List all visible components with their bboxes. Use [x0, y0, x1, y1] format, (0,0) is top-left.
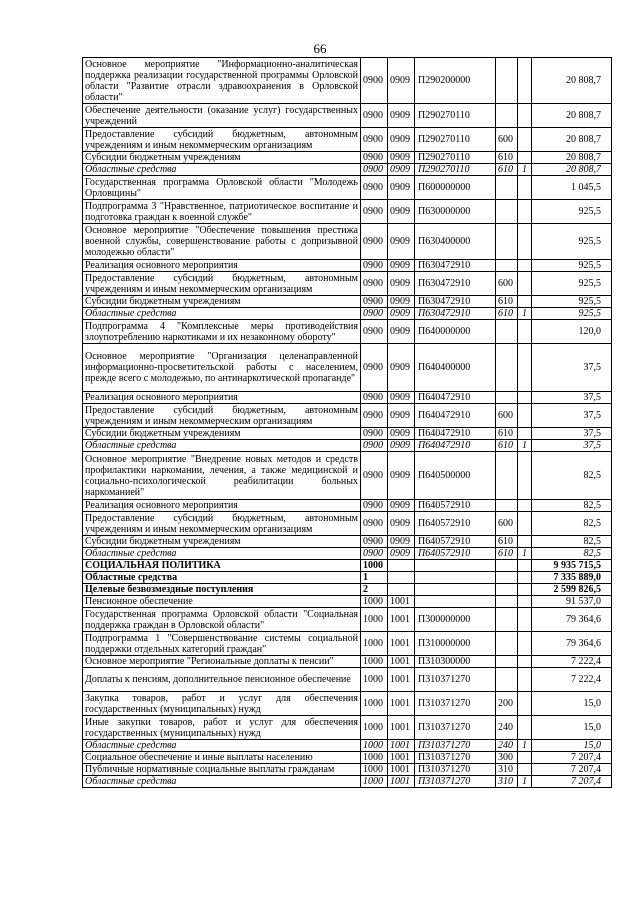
funding-source-code — [518, 152, 532, 164]
amount: 1 045,5 — [532, 176, 612, 200]
target-article-code — [415, 596, 496, 608]
target-article-code: П630472910 — [415, 296, 496, 308]
funding-source-code: 1 — [518, 440, 532, 452]
section-code: 1 — [361, 572, 388, 584]
row-name: Субсидии бюджетным учреждениям — [83, 428, 361, 440]
expense-type-code — [496, 656, 518, 668]
subsection-code: 1001 — [388, 764, 415, 776]
row-name: Субсидии бюджетным учреждениям — [83, 536, 361, 548]
row-name: Социальное обеспечение и иные выплаты населению — [83, 752, 361, 764]
amount: 9 935 715,5 — [532, 560, 612, 572]
table-row — [83, 58, 612, 104]
funding-source-code — [518, 752, 532, 764]
expense-type-code: 610 — [496, 548, 518, 560]
section-code: 1000 — [361, 656, 388, 668]
amount: 2 599 826,5 — [532, 584, 612, 596]
funding-source-code — [518, 500, 532, 512]
target-article-code: П640472910 — [415, 392, 496, 404]
subsection-code: 1001 — [388, 608, 415, 632]
funding-source-code: 1 — [518, 776, 532, 788]
subsection-code: 0909 — [388, 392, 415, 404]
section-code: 0900 — [361, 224, 388, 260]
target-article-code: П310371270 — [415, 692, 496, 716]
subsection-code: 1001 — [388, 776, 415, 788]
section-code: 0900 — [361, 128, 388, 152]
funding-source-code — [518, 512, 532, 536]
amount: 79 364,6 — [532, 632, 612, 656]
section-code: 1000 — [361, 752, 388, 764]
expense-type-code — [496, 200, 518, 224]
table-row — [83, 104, 612, 128]
table-row — [83, 404, 612, 428]
row-name: Подпрограмма 1 "Совершенствование системы социальной поддержки отдельных категорий граждан" — [83, 632, 361, 656]
amount: 15,0 — [532, 716, 612, 740]
row-name: Целевые безвозмездные поступления — [83, 584, 361, 596]
amount: 82,5 — [532, 512, 612, 536]
target-article-code: П640400000 — [415, 344, 496, 392]
target-article-code: П640472910 — [415, 428, 496, 440]
section-code: 0900 — [361, 452, 388, 500]
row-name: Государственная программа Орловской области "Социальная поддержка граждан в Орловской области" — [83, 608, 361, 632]
amount: 15,0 — [532, 740, 612, 752]
row-name: Субсидии бюджетным учреждениям — [83, 296, 361, 308]
subsection-code: 0909 — [388, 272, 415, 296]
expense-type-code — [496, 500, 518, 512]
table-row — [83, 692, 612, 716]
subsection-code: 0909 — [388, 152, 415, 164]
amount: 7 207,4 — [532, 752, 612, 764]
expense-type-code — [496, 608, 518, 632]
target-article-code — [415, 584, 496, 596]
subsection-code: 1001 — [388, 692, 415, 716]
amount: 82,5 — [532, 536, 612, 548]
row-name: Иные закупки товаров, работ и услуг для обеспечения государственных (муниципальных) нужд — [83, 716, 361, 740]
target-article-code — [415, 572, 496, 584]
table-row — [83, 296, 612, 308]
row-name: Основное мероприятие "Региональные доплаты к пенсии" — [83, 656, 361, 668]
target-article-code: П300000000 — [415, 608, 496, 632]
section-code: 1000 — [361, 596, 388, 608]
section-code: 0900 — [361, 344, 388, 392]
table-body — [83, 58, 612, 788]
funding-source-code: 1 — [518, 308, 532, 320]
funding-source-code — [518, 668, 532, 692]
funding-source-code — [518, 656, 532, 668]
section-code: 0900 — [361, 152, 388, 164]
amount: 925,5 — [532, 200, 612, 224]
table-row — [83, 224, 612, 260]
expense-type-code: 610 — [496, 536, 518, 548]
expense-type-code: 600 — [496, 128, 518, 152]
funding-source-code — [518, 272, 532, 296]
amount: 20 808,7 — [532, 164, 612, 176]
amount: 925,5 — [532, 296, 612, 308]
amount: 925,5 — [532, 308, 612, 320]
amount: 925,5 — [532, 224, 612, 260]
table-row — [83, 344, 612, 392]
funding-source-code — [518, 58, 532, 104]
amount: 925,5 — [532, 260, 612, 272]
table-row — [83, 320, 612, 344]
target-article-code: П310371270 — [415, 740, 496, 752]
row-name: Предоставление субсидий бюджетным, автономным учреждениям и иным некоммерческим организациям — [83, 512, 361, 536]
table-row — [83, 128, 612, 152]
section-code: 0900 — [361, 164, 388, 176]
row-name: Обеспечение деятельности (оказание услуг) государственных учреждений — [83, 104, 361, 128]
row-name: Областные средства — [83, 164, 361, 176]
subsection-code: 0909 — [388, 200, 415, 224]
table-row — [83, 740, 612, 752]
amount: 20 808,7 — [532, 104, 612, 128]
subsection-code: 0909 — [388, 548, 415, 560]
funding-source-code — [518, 344, 532, 392]
funding-source-code — [518, 392, 532, 404]
subsection-code: 0909 — [388, 164, 415, 176]
amount: 7 222,4 — [532, 656, 612, 668]
row-name: Областные средства — [83, 776, 361, 788]
target-article-code: П310371270 — [415, 764, 496, 776]
row-name: Основное мероприятие "Обеспечение повышения престижа военной службы, совершенствование работы с допризывной молодежью области" — [83, 224, 361, 260]
subsection-code: 1001 — [388, 716, 415, 740]
table-row — [83, 632, 612, 656]
amount: 37,5 — [532, 440, 612, 452]
expense-type-code — [496, 584, 518, 596]
table-row — [83, 392, 612, 404]
funding-source-code — [518, 692, 532, 716]
amount: 37,5 — [532, 392, 612, 404]
expense-type-code: 610 — [496, 308, 518, 320]
expense-type-code — [496, 452, 518, 500]
expense-type-code — [496, 392, 518, 404]
section-code: 0900 — [361, 58, 388, 104]
expense-type-code: 600 — [496, 404, 518, 428]
target-article-code: П630472910 — [415, 308, 496, 320]
expense-type-code: 610 — [496, 164, 518, 176]
row-name: Публичные нормативные социальные выплаты гражданам — [83, 764, 361, 776]
subsection-code — [388, 560, 415, 572]
expense-type-code — [496, 176, 518, 200]
expense-type-code — [496, 320, 518, 344]
target-article-code: П600000000 — [415, 176, 496, 200]
funding-source-code — [518, 296, 532, 308]
subsection-code: 0909 — [388, 260, 415, 272]
expense-type-code — [496, 596, 518, 608]
amount: 20 808,7 — [532, 58, 612, 104]
target-article-code: П640000000 — [415, 320, 496, 344]
table-row — [83, 608, 612, 632]
expense-type-code: 610 — [496, 428, 518, 440]
amount: 7 222,4 — [532, 668, 612, 692]
expense-type-code: 300 — [496, 752, 518, 764]
row-name: Областные средства — [83, 548, 361, 560]
table-row — [83, 512, 612, 536]
target-article-code: П640572910 — [415, 536, 496, 548]
target-article-code: П640500000 — [415, 452, 496, 500]
table-row — [83, 716, 612, 740]
section-code: 1000 — [361, 560, 388, 572]
funding-source-code — [518, 320, 532, 344]
subsection-code: 0909 — [388, 58, 415, 104]
amount: 37,5 — [532, 404, 612, 428]
expense-type-code — [496, 58, 518, 104]
table-row — [83, 596, 612, 608]
subsection-code: 0909 — [388, 128, 415, 152]
amount: 120,0 — [532, 320, 612, 344]
expense-type-code: 240 — [496, 716, 518, 740]
funding-source-code — [518, 104, 532, 128]
subsection-code: 0909 — [388, 296, 415, 308]
funding-source-code — [518, 536, 532, 548]
section-code: 0900 — [361, 512, 388, 536]
section-code: 0900 — [361, 392, 388, 404]
expense-type-code: 310 — [496, 764, 518, 776]
section-code: 2 — [361, 584, 388, 596]
row-name: Областные средства — [83, 308, 361, 320]
expense-type-code — [496, 260, 518, 272]
section-code: 0900 — [361, 200, 388, 224]
expense-type-code — [496, 104, 518, 128]
amount: 82,5 — [532, 452, 612, 500]
table-row — [83, 560, 612, 572]
subsection-code: 0909 — [388, 512, 415, 536]
subsection-code — [388, 584, 415, 596]
row-name: Подпрограмма 3 "Нравственное, патриотическое воспитание и подготовка граждан к военной службе" — [83, 200, 361, 224]
target-article-code: П640472910 — [415, 440, 496, 452]
expense-type-code: 600 — [496, 272, 518, 296]
funding-source-code — [518, 596, 532, 608]
row-name: Областные средства — [83, 740, 361, 752]
target-article-code: П310371270 — [415, 716, 496, 740]
subsection-code — [388, 572, 415, 584]
section-code: 1000 — [361, 764, 388, 776]
section-code: 0900 — [361, 404, 388, 428]
section-code: 0900 — [361, 296, 388, 308]
row-name: Предоставление субсидий бюджетным, автономным учреждениям и иным некоммерческим организациям — [83, 272, 361, 296]
subsection-code: 0909 — [388, 440, 415, 452]
funding-source-code — [518, 404, 532, 428]
amount: 20 808,7 — [532, 152, 612, 164]
row-name: Подпрограмма 4 "Комплексные меры противодействия злоупотреблению наркотиками и их незаконному обороту" — [83, 320, 361, 344]
funding-source-code: 1 — [518, 164, 532, 176]
subsection-code: 0909 — [388, 224, 415, 260]
table-row — [83, 536, 612, 548]
expense-type-code: 610 — [496, 152, 518, 164]
expense-type-code — [496, 344, 518, 392]
budget-table — [82, 57, 612, 788]
subsection-code: 1001 — [388, 596, 415, 608]
target-article-code: П310000000 — [415, 632, 496, 656]
target-article-code: П640572910 — [415, 500, 496, 512]
target-article-code: П290200000 — [415, 58, 496, 104]
target-article-code: П630400000 — [415, 224, 496, 260]
section-code: 0900 — [361, 176, 388, 200]
page-number: 66 — [313, 41, 327, 56]
subsection-code: 0909 — [388, 428, 415, 440]
section-code: 0900 — [361, 308, 388, 320]
target-article-code: П630472910 — [415, 272, 496, 296]
funding-source-code — [518, 452, 532, 500]
row-name: Предоставление субсидий бюджетным, автономным учреждениям и иным некоммерческим организациям — [83, 128, 361, 152]
target-article-code: П310371270 — [415, 752, 496, 764]
section-code: 1000 — [361, 632, 388, 656]
row-name: Реализация основного мероприятия — [83, 260, 361, 272]
row-name: Доплаты к пенсиям, дополнительное пенсионное обеспечение — [83, 668, 361, 692]
section-code: 0900 — [361, 272, 388, 296]
target-article-code: П640572910 — [415, 548, 496, 560]
expense-type-code — [496, 668, 518, 692]
row-name: Пенсионное обеспечение — [83, 596, 361, 608]
target-article-code: П290270110 — [415, 104, 496, 128]
subsection-code: 0909 — [388, 536, 415, 548]
section-code: 0900 — [361, 320, 388, 344]
subsection-code: 0909 — [388, 308, 415, 320]
row-name: Реализация основного мероприятия — [83, 392, 361, 404]
expense-type-code: 610 — [496, 440, 518, 452]
amount: 91 537,0 — [532, 596, 612, 608]
amount: 7 207,4 — [532, 764, 612, 776]
funding-source-code — [518, 560, 532, 572]
target-article-code: П290270110 — [415, 152, 496, 164]
amount: 37,5 — [532, 344, 612, 392]
table-row — [83, 260, 612, 272]
expense-type-code: 240 — [496, 740, 518, 752]
subsection-code: 1001 — [388, 668, 415, 692]
funding-source-code: 1 — [518, 740, 532, 752]
funding-source-code — [518, 572, 532, 584]
section-code: 0900 — [361, 536, 388, 548]
subsection-code: 1001 — [388, 656, 415, 668]
subsection-code: 0909 — [388, 344, 415, 392]
row-name: Основное мероприятие "Внедрение новых методов и средств профилактики наркомании, лечения, а также медицинской и социально-психологической реабилитации больных наркоманией" — [83, 452, 361, 500]
target-article-code: П640472910 — [415, 404, 496, 428]
subsection-code: 0909 — [388, 176, 415, 200]
amount: 20 808,7 — [532, 128, 612, 152]
target-article-code: П310371270 — [415, 776, 496, 788]
table-row — [83, 656, 612, 668]
funding-source-code — [518, 632, 532, 656]
amount: 37,5 — [532, 428, 612, 440]
table-row — [83, 572, 612, 584]
expense-type-code — [496, 224, 518, 260]
table-row — [83, 548, 612, 560]
row-name: Реализация основного мероприятия — [83, 500, 361, 512]
target-article-code: П290270110 — [415, 128, 496, 152]
expense-type-code: 610 — [496, 296, 518, 308]
funding-source-code — [518, 428, 532, 440]
target-article-code — [415, 560, 496, 572]
subsection-code: 0909 — [388, 104, 415, 128]
section-code: 1000 — [361, 692, 388, 716]
amount: 79 364,6 — [532, 608, 612, 632]
row-name: Субсидии бюджетным учреждениям — [83, 152, 361, 164]
amount: 7 207,4 — [532, 776, 612, 788]
subsection-code: 1001 — [388, 752, 415, 764]
funding-source-code — [518, 200, 532, 224]
section-code: 0900 — [361, 260, 388, 272]
section-code: 0900 — [361, 440, 388, 452]
funding-source-code — [518, 224, 532, 260]
funding-source-code — [518, 128, 532, 152]
subsection-code: 0909 — [388, 452, 415, 500]
funding-source-code — [518, 716, 532, 740]
row-name: Закупка товаров, работ и услуг для обеспечения государственных (муниципальных) нужд — [83, 692, 361, 716]
amount: 82,5 — [532, 500, 612, 512]
amount: 82,5 — [532, 548, 612, 560]
row-name: Предоставление субсидий бюджетным, автономным учреждениям и иным некоммерческим организациям — [83, 404, 361, 428]
table-row — [83, 152, 612, 164]
expense-type-code: 600 — [496, 512, 518, 536]
amount: 925,5 — [532, 272, 612, 296]
subsection-code: 1001 — [388, 632, 415, 656]
funding-source-code — [518, 260, 532, 272]
table-row — [83, 668, 612, 692]
section-code: 0900 — [361, 500, 388, 512]
amount: 15,0 — [532, 692, 612, 716]
table-row — [83, 776, 612, 788]
table-row — [83, 752, 612, 764]
section-code: 1000 — [361, 716, 388, 740]
target-article-code: П630472910 — [415, 260, 496, 272]
table-row — [83, 500, 612, 512]
table-row — [83, 176, 612, 200]
target-article-code: П310371270 — [415, 668, 496, 692]
expense-type-code — [496, 632, 518, 656]
row-name: Областные средства — [83, 572, 361, 584]
funding-source-code — [518, 584, 532, 596]
funding-source-code: 1 — [518, 548, 532, 560]
row-name: СОЦИАЛЬНАЯ ПОЛИТИКА — [83, 560, 361, 572]
expense-type-code — [496, 572, 518, 584]
subsection-code: 0909 — [388, 404, 415, 428]
funding-source-code — [518, 608, 532, 632]
target-article-code: П290270110 — [415, 164, 496, 176]
expense-type-code: 200 — [496, 692, 518, 716]
row-name: Основное мероприятие "Организация целенаправленной информационно-просветительской работы с населением, прежде всего с молодежью, по антинаркотической пропаганде" — [83, 344, 361, 392]
table-row — [83, 164, 612, 176]
section-code: 1000 — [361, 740, 388, 752]
row-name: Основное мероприятие "Информационно-аналитическая поддержка реализации государственной программы Орловской области "Развитие отрасли здравоохранения в Орловской области" — [83, 58, 361, 104]
funding-source-code — [518, 176, 532, 200]
section-code: 1000 — [361, 776, 388, 788]
expense-type-code — [496, 560, 518, 572]
expense-type-code: 310 — [496, 776, 518, 788]
target-article-code: П640572910 — [415, 512, 496, 536]
subsection-code: 0909 — [388, 320, 415, 344]
table-row — [83, 200, 612, 224]
amount: 7 335 889,0 — [532, 572, 612, 584]
table-row — [83, 272, 612, 296]
table-row — [83, 440, 612, 452]
section-code: 1000 — [361, 608, 388, 632]
section-code: 0900 — [361, 104, 388, 128]
target-article-code: П310300000 — [415, 656, 496, 668]
table-row — [83, 428, 612, 440]
funding-source-code — [518, 764, 532, 776]
row-name: Государственная программа Орловской области "Молодежь Орловщины" — [83, 176, 361, 200]
target-article-code: П630000000 — [415, 200, 496, 224]
table-row — [83, 584, 612, 596]
subsection-code: 1001 — [388, 740, 415, 752]
table-row — [83, 452, 612, 500]
section-code: 0900 — [361, 428, 388, 440]
subsection-code: 0909 — [388, 500, 415, 512]
section-code: 1000 — [361, 668, 388, 692]
table-row — [83, 308, 612, 320]
table-row — [83, 764, 612, 776]
row-name: Областные средства — [83, 440, 361, 452]
section-code: 0900 — [361, 548, 388, 560]
